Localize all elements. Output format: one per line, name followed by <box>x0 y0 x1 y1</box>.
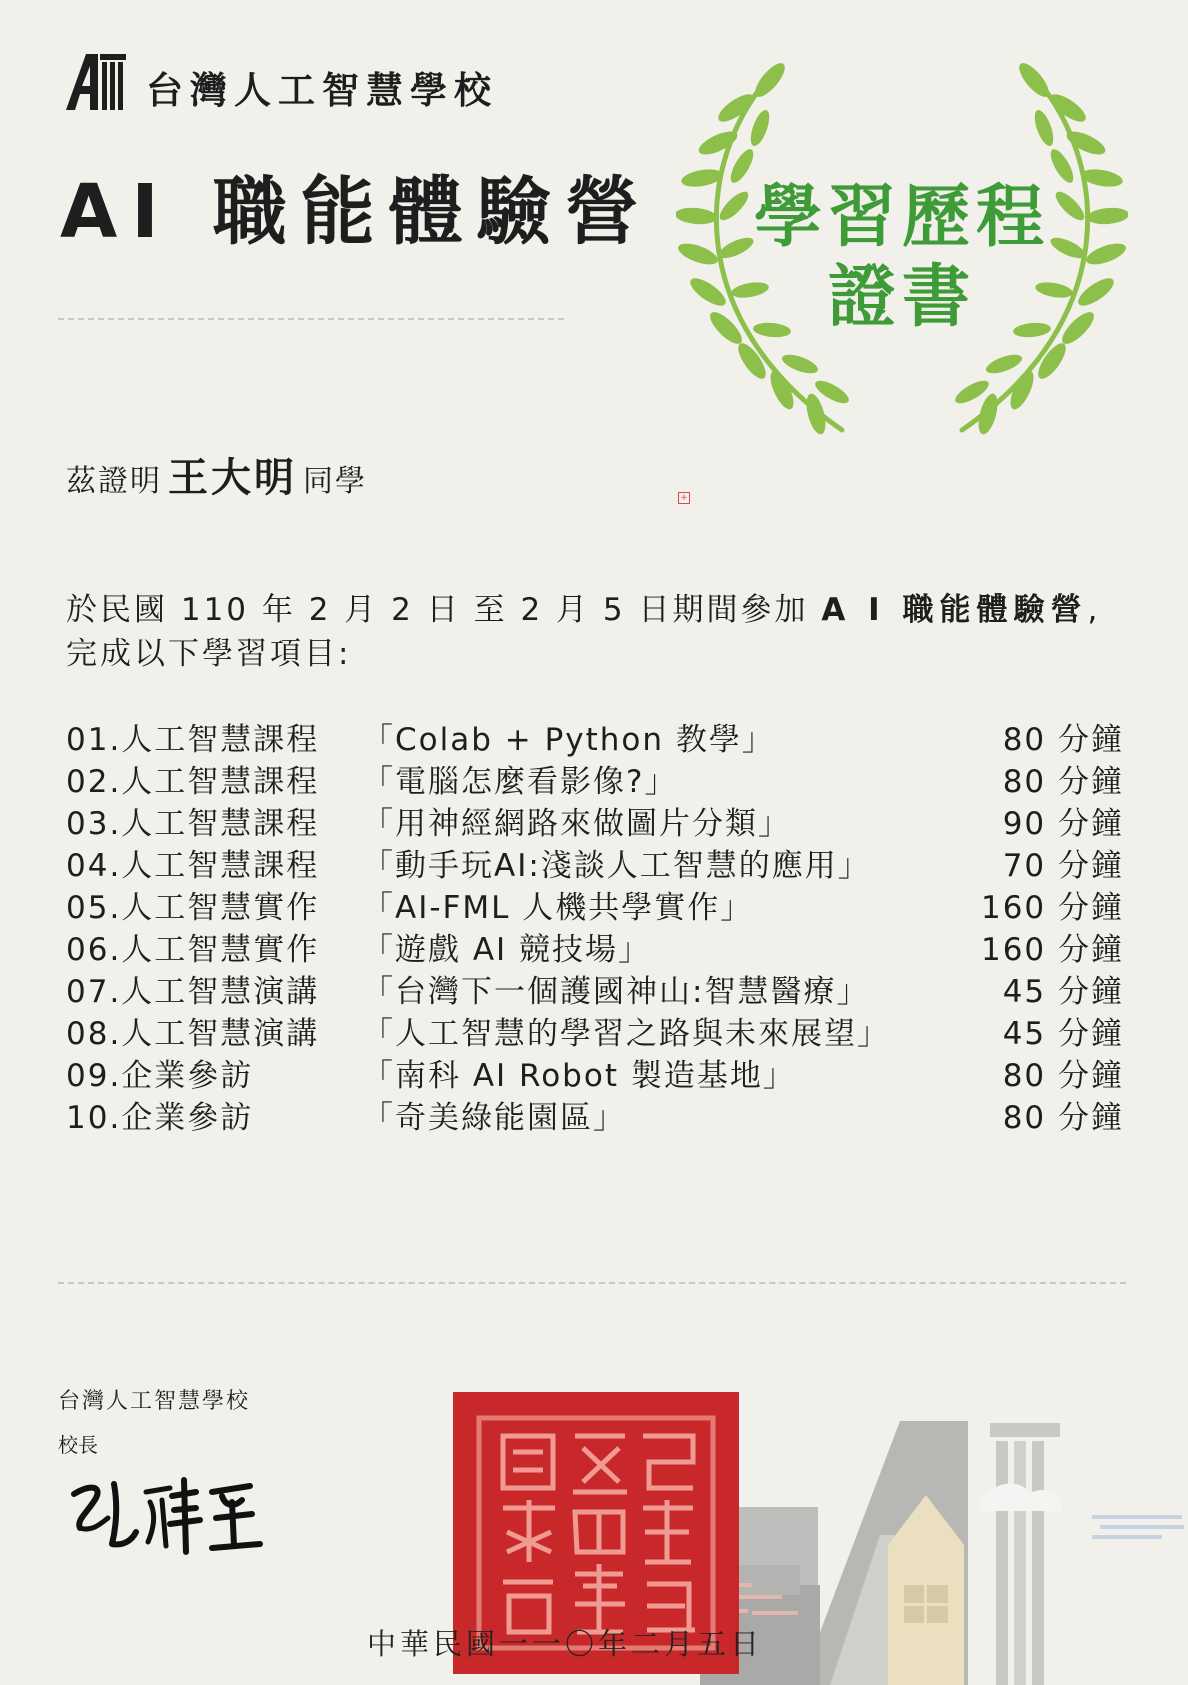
item-title: 「人工智慧的學習之路與未來展望」 <box>362 1016 890 1052</box>
learning-item-row <box>66 924 1124 966</box>
learning-item-row <box>66 798 1124 840</box>
principal-title: 校長 <box>58 1433 98 1457</box>
learning-item-row <box>66 882 1124 924</box>
item-category: 03.人工智慧課程 <box>66 806 320 842</box>
student-name: 王大明 <box>168 455 297 501</box>
item-title: 「動手玩AI:淺談人工智慧的應用」 <box>362 848 871 884</box>
issue-date: 中華民國一一〇年二月五日 <box>367 1627 764 1661</box>
item-category: 01.人工智慧課程 <box>66 722 320 758</box>
learning-item-row <box>66 756 1124 798</box>
item-minutes: 70 分鐘 <box>1002 848 1124 884</box>
campus-skyline-illustration <box>700 1415 1188 1685</box>
statement <box>66 588 1126 676</box>
item-title: 「遊戲 AI 競技場」 <box>362 932 652 968</box>
statement-part1: 於民國 110 年 2 月 2 日 至 2 月 5 日期間參加 <box>66 592 809 628</box>
item-title: 「電腦怎麼看影像?」 <box>362 764 678 800</box>
item-minutes: 90 分鐘 <box>1002 806 1124 842</box>
certificate-title-line2: 證書 <box>827 258 976 337</box>
learning-items-list <box>66 714 1124 1134</box>
item-category: 07.人工智慧演講 <box>66 974 320 1010</box>
camp-title: AI 職能體驗營 <box>60 169 653 255</box>
learning-item-row <box>66 966 1124 1008</box>
item-minutes: 80 分鐘 <box>1002 722 1124 758</box>
item-title: 「奇美綠能園區」 <box>362 1100 626 1136</box>
certify-suffix: 同學 <box>303 464 367 499</box>
statement-camp: A I 職能體驗營 <box>821 592 1088 628</box>
item-minutes: 45 分鐘 <box>1002 974 1124 1010</box>
principal-school: 台灣人工智慧學校 <box>58 1389 251 1414</box>
item-minutes: 45 分鐘 <box>1002 1016 1124 1052</box>
learning-item-row <box>66 714 1124 756</box>
add-field-icon[interactable]: + <box>678 492 690 504</box>
item-category: 09.企業參訪 <box>66 1058 254 1094</box>
item-title: 「用神經網路來做圖片分類」 <box>362 806 791 842</box>
item-minutes: 80 分鐘 <box>1002 1058 1124 1094</box>
learning-item-row <box>66 1008 1124 1050</box>
learning-item-row <box>66 1050 1124 1092</box>
item-category: 10.企業參訪 <box>66 1100 254 1136</box>
certificate-title <box>700 178 1104 338</box>
item-title: 「南科 AI Robot 製造基地」 <box>362 1058 796 1094</box>
item-title: 「Colab + Python 教學」 <box>362 722 775 758</box>
item-minutes: 80 分鐘 <box>1002 1100 1124 1136</box>
learning-item-row <box>66 840 1124 882</box>
certificate-title-line1: 學習歷程 <box>753 178 1050 257</box>
header-divider <box>58 318 564 320</box>
item-category: 04.人工智慧課程 <box>66 848 320 884</box>
certify-prefix: 茲證明 <box>66 464 162 499</box>
item-minutes: 160 分鐘 <box>980 932 1124 968</box>
principal-signature <box>66 1466 270 1562</box>
school-name: 台灣人工智慧學校 <box>146 69 498 112</box>
school-logo-icon <box>64 50 136 112</box>
statement-part2: , 完成以下學習項目: <box>66 592 1101 672</box>
item-minutes: 160 分鐘 <box>980 890 1124 926</box>
learning-item-row <box>66 1092 1124 1134</box>
item-title: 「台灣下一個護國神山:智慧醫療」 <box>362 974 870 1010</box>
item-minutes: 80 分鐘 <box>1002 764 1124 800</box>
item-title: 「AI-FML 人機共學實作」 <box>362 890 754 926</box>
item-category: 05.人工智慧實作 <box>66 890 320 926</box>
certify-line <box>66 446 367 503</box>
item-category: 08.人工智慧演講 <box>66 1016 320 1052</box>
item-category: 06.人工智慧實作 <box>66 932 320 968</box>
item-category: 02.人工智慧課程 <box>66 764 320 800</box>
footer-divider <box>58 1282 1126 1284</box>
